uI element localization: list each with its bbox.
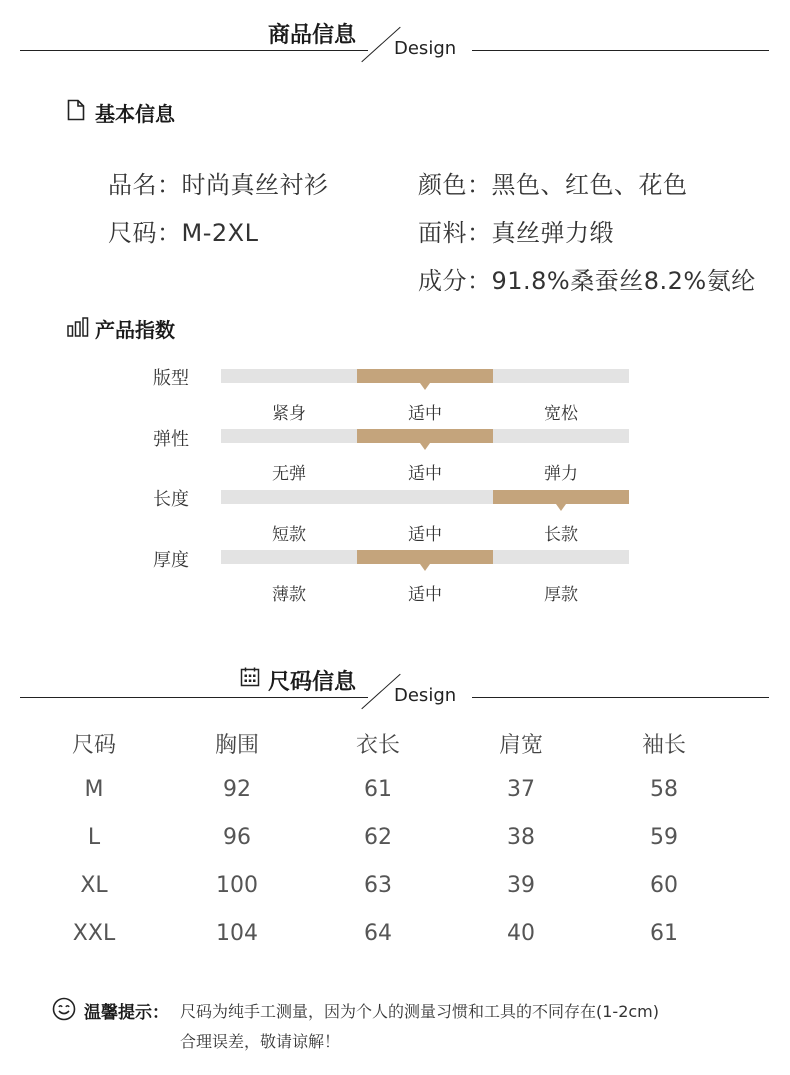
- index-bar-track: [221, 550, 629, 564]
- table-cell: 40: [507, 921, 535, 946]
- product-name: 品名：时尚真丝衬衫: [108, 171, 329, 199]
- index-option: 紧身: [272, 404, 306, 424]
- table-header-cell: 肩宽: [498, 733, 543, 758]
- smile-icon: [52, 997, 76, 1025]
- table-cell: 96: [223, 825, 251, 850]
- index-option: 弹力: [544, 464, 578, 484]
- index-option: 厚款: [544, 585, 578, 605]
- index-option: 适中: [408, 525, 442, 545]
- table-cell: 37: [507, 777, 535, 802]
- table-cell: 104: [216, 921, 258, 946]
- index-bar-highlight: [357, 550, 493, 564]
- index-bar-track: [221, 369, 629, 383]
- index-option: 薄款: [272, 585, 306, 605]
- table-cell: 61: [364, 777, 392, 802]
- table-cell: XL: [80, 873, 108, 898]
- index-bar-highlight: [357, 429, 493, 443]
- product-size-range: 尺码：M-2XL: [108, 219, 259, 247]
- product-index-title: 产品指数: [95, 318, 175, 342]
- product-composition: 成分：91.8%桑蚕丝8.2%氨纶: [418, 267, 756, 295]
- product-fabric: 面料：真丝弹力缎: [418, 219, 614, 247]
- header-rule-right: [472, 697, 769, 698]
- index-option: 宽松: [544, 404, 578, 424]
- index-bar-track: [221, 429, 629, 443]
- table-cell: 59: [650, 825, 678, 850]
- index-option: 无弹: [272, 464, 306, 484]
- tip-text-line2: 合理误差，敬请谅解！: [180, 1032, 341, 1051]
- table-cell: 39: [507, 873, 535, 898]
- table-header-cell: 衣长: [355, 733, 400, 758]
- index-bar-track: [221, 490, 629, 504]
- index-label: 厚度: [153, 550, 189, 571]
- index-option: 短款: [272, 525, 306, 545]
- index-label: 弹性: [153, 429, 189, 450]
- table-cell: 92: [223, 777, 251, 802]
- basic-info-title: 基本信息: [95, 102, 175, 126]
- calendar-icon: [240, 667, 260, 691]
- header-rule-right: [472, 50, 769, 51]
- index-bar-highlight: [357, 369, 493, 383]
- table-cell: M: [84, 777, 104, 802]
- index-option: 适中: [408, 404, 442, 424]
- table-cell: 100: [216, 873, 258, 898]
- table-cell: 63: [364, 873, 392, 898]
- table-header-cell: 袖长: [641, 733, 686, 758]
- index-label: 长度: [153, 489, 189, 510]
- section-title-product: 商品信息: [268, 23, 357, 48]
- index-option: 适中: [408, 585, 442, 605]
- table-cell: L: [87, 825, 101, 850]
- section-design-label: Design: [394, 38, 457, 59]
- document-icon: [67, 99, 85, 125]
- tip-label: 温馨提示：: [84, 1003, 169, 1023]
- section-title-size: 尺码信息: [268, 670, 357, 695]
- product-color: 颜色：黑色、红色、花色: [418, 171, 688, 199]
- bar-chart-icon: [67, 317, 89, 341]
- table-cell: 60: [650, 873, 678, 898]
- tip-text-line1: 尺码为纯手工测量，因为个人的测量习惯和工具的不同存在(1-2cm): [180, 1002, 660, 1021]
- index-label: 版型: [153, 368, 189, 389]
- header-rule-left: [20, 50, 368, 51]
- table-header-cell: 胸围: [214, 733, 259, 758]
- table-cell: 64: [364, 921, 392, 946]
- index-option: 长款: [544, 525, 578, 545]
- table-cell: 62: [364, 825, 392, 850]
- index-bar-highlight: [493, 490, 629, 504]
- header-rule-left: [20, 697, 368, 698]
- table-header-cell: 尺码: [71, 733, 116, 758]
- index-option: 适中: [408, 464, 442, 484]
- table-cell: 58: [650, 777, 678, 802]
- section-design-label: Design: [394, 685, 457, 706]
- table-cell: 61: [650, 921, 678, 946]
- table-cell: 38: [507, 825, 535, 850]
- table-cell: XXL: [72, 921, 116, 946]
